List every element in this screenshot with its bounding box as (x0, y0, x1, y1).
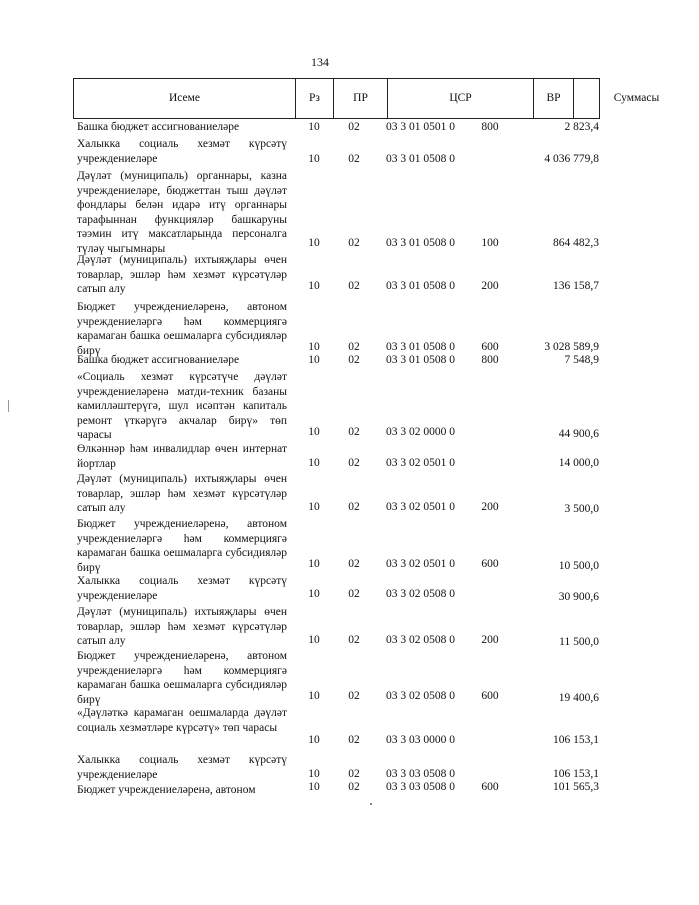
row-vr: 800 (481, 121, 499, 133)
row-vr: 800 (481, 354, 499, 366)
row-vr: 200 (481, 501, 499, 513)
row-pr: 02 (348, 634, 360, 646)
row-pr: 02 (348, 426, 360, 438)
row-csr: 03 3 02 0501 0 (386, 501, 455, 513)
row-sum: 10 500,0 (558, 560, 599, 572)
row-sum: 101 565,3 (553, 781, 599, 793)
row-rz: 10 (308, 690, 320, 702)
row-sum: 4 036 779,8 (544, 153, 599, 165)
row-sum: 30 900,6 (558, 591, 599, 603)
row-csr: 03 3 01 0501 0 (386, 121, 455, 133)
row-name: Дәүләт (муниципаль) ихтыяҗлары өчен товарлар, эшләр һәм хезмәт күрсәтүләр сатып алу (77, 473, 287, 515)
row-rz: 10 (308, 341, 320, 353)
row-rz: 10 (308, 426, 320, 438)
row-rz: 10 (308, 457, 320, 469)
row-vr: 200 (481, 280, 499, 292)
row-rz: 10 (308, 280, 320, 292)
row-vr: 600 (481, 558, 499, 570)
row-pr: 02 (348, 734, 360, 746)
row-sum: 44 900,6 (558, 428, 599, 440)
row-rz: 10 (308, 588, 320, 600)
column-header-csr: ЦСР (387, 79, 533, 118)
row-csr: 03 3 03 0000 0 (386, 734, 455, 746)
row-pr: 02 (348, 457, 360, 469)
row-sum: 14 000,0 (558, 457, 599, 469)
row-rz: 10 (308, 237, 320, 249)
row-sum: 7 548,9 (564, 354, 599, 366)
row-pr: 02 (348, 588, 360, 600)
row-rz: 10 (308, 768, 320, 780)
column-header-rz: Рз (295, 79, 333, 118)
row-vr: 200 (481, 634, 499, 646)
row-csr: 03 3 02 0501 0 (386, 558, 455, 570)
row-csr: 03 3 03 0508 0 (386, 781, 455, 793)
row-vr: 600 (481, 690, 499, 702)
row-name: Бюджет учреждениеләренә, автоном учреждениеләргә һәм коммерциягә карамаган башка оешмаларга субсидияләр бирү (77, 518, 287, 574)
table-header (73, 78, 660, 119)
row-pr: 02 (348, 558, 360, 570)
row-csr: 03 3 01 0508 0 (386, 237, 455, 249)
row-pr: 02 (348, 690, 360, 702)
row-pr: 02 (348, 501, 360, 513)
row-name: Халыкка социаль хезмәт күрсәтү учреждениеләре (77, 754, 287, 781)
row-name: Башка бюджет ассигнованиеләре (77, 354, 240, 366)
row-csr: 03 3 02 0508 0 (386, 690, 455, 702)
row-name: Дәүләт (муниципаль) ихтыяҗлары өчен товарлар, эшләр һәм хезмәт күрсәтүләр сатып алу (77, 254, 287, 296)
row-rz: 10 (308, 354, 320, 366)
row-vr: 100 (481, 237, 499, 249)
column-header-vr: ВР (533, 79, 573, 118)
row-rz: 10 (308, 153, 320, 165)
row-sum: 19 400,6 (558, 692, 599, 704)
row-rz: 10 (308, 781, 320, 793)
row-sum: 11 500,0 (559, 636, 599, 648)
row-pr: 02 (348, 121, 360, 133)
row-csr: 03 3 03 0508 0 (386, 768, 455, 780)
row-name: Халыкка социаль хезмәт күрсәтү учреждениеләре (77, 575, 287, 602)
row-rz: 10 (308, 501, 320, 513)
row-vr: 600 (481, 341, 499, 353)
row-pr: 02 (348, 237, 360, 249)
row-name: Башка бюджет ассигнованиеләре (77, 121, 240, 133)
row-sum: 106 153,1 (553, 734, 599, 746)
row-pr: 02 (348, 280, 360, 292)
row-rz: 10 (308, 558, 320, 570)
row-rz: 10 (308, 734, 320, 746)
row-csr: 03 3 02 0000 0 (386, 426, 455, 438)
row-name: Бюджет учреждениеләренә, автоном учреждениеләргә һәм коммерциягә карамаган башка оешмаларга субсидияләр бирү (77, 301, 287, 357)
row-pr: 02 (348, 781, 360, 793)
row-sum: 136 158,7 (553, 280, 599, 292)
row-sum: 2 823,4 (564, 121, 599, 133)
row-sum: 3 500,0 (564, 503, 599, 515)
row-pr: 02 (348, 153, 360, 165)
row-pr: 02 (348, 341, 360, 353)
row-sum: 3 028 589,9 (544, 341, 599, 353)
row-csr: 03 3 01 0508 0 (386, 354, 455, 366)
row-name: Халыкка социаль хезмәт күрсәтү учреждениеләре (77, 138, 287, 165)
scan-margin-mark (8, 400, 9, 412)
row-name: Дәүләт (муниципаль) органнары, казна учреждениеләре, бюджеттан тыш дәүләт фондлары белән идарә итү органнары тарафыннан функцияләр башкаруны тәэмин итү максатларында персоналга түләү чыгымнары (77, 170, 287, 255)
row-pr: 02 (348, 354, 360, 366)
row-csr: 03 3 02 0501 0 (386, 457, 455, 469)
row-name: «Дәүләткә карамаган оешмаларда дәүләт социаль хезмәтләре күрсәтү» төп чарасы (77, 707, 287, 734)
row-csr: 03 3 01 0508 0 (386, 153, 455, 165)
row-name: «Социаль хезмәт күрсәтүче дәүләт учреждениеләренә матди-техник базаны камилләштерүгә, шул исәптән капиталь ремонт үткәрүгә акчалар бирү» төп чарасы (77, 371, 287, 442)
row-name: Дәүләт (муниципаль) ихтыяҗлары өчен товарлар, эшләр һәм хезмәт күрсәтүләр сатып алу (77, 606, 287, 648)
row-rz: 10 (308, 634, 320, 646)
row-rz: 10 (308, 121, 320, 133)
row-name: Бюджет учреждениеләренә, автоном учреждениеләргә һәм коммерциягә карамаган башка оешмаларга субсидияләр бирү (77, 650, 287, 706)
row-pr: 02 (348, 768, 360, 780)
scan-dot (370, 803, 372, 805)
column-header-sum: Суммасы (573, 79, 699, 118)
row-name: Өлкәннәр һәм инвалидлар өчен интернат йортлар (77, 443, 287, 470)
row-vr: 600 (481, 781, 499, 793)
column-header-pr: ПР (333, 79, 387, 118)
row-sum: 864 482,3 (553, 237, 599, 249)
row-csr: 03 3 02 0508 0 (386, 588, 455, 600)
row-csr: 03 3 02 0508 0 (386, 634, 455, 646)
row-csr: 03 3 01 0508 0 (386, 341, 455, 353)
row-sum: 106 153,1 (553, 768, 599, 780)
column-header-name: Исеме (168, 92, 201, 104)
row-csr: 03 3 01 0508 0 (386, 280, 455, 292)
row-name: Бюджет учреждениеләренә, автоном (77, 784, 256, 796)
page-number: 134 (311, 55, 329, 69)
